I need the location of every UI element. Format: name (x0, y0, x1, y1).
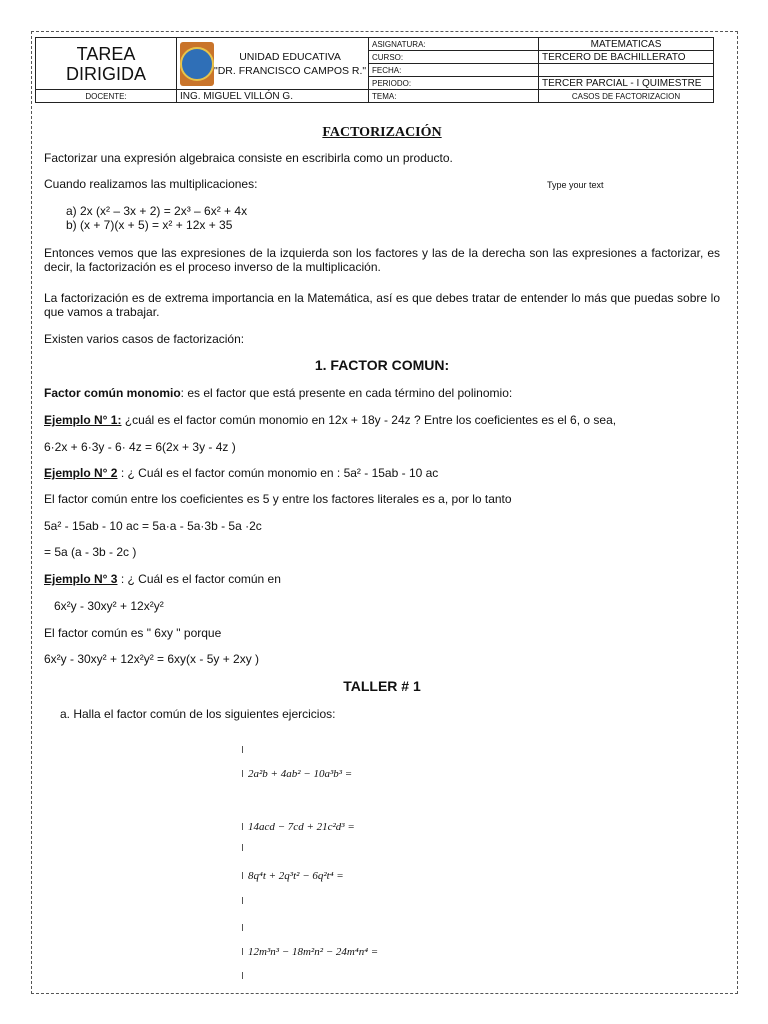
title-line-2: DIRIGIDA (65, 63, 146, 84)
example-2-calc-1: 5a² - 15ab - 10 ac = 5a·a - 5a·3b - 5a ·2c (44, 519, 262, 533)
example-1-calc: 6·2x + 6·3y - 6· 4z = 6(2x + 3y - 4z ) (44, 440, 236, 454)
paragraph-importance: La factorización es de extrema importancia en la Matemática, así es que debes tratar de entender lo más que puedas sobre lo que vamos a trabajar. (44, 291, 720, 319)
example-1-label: Ejemplo N° 1: (44, 413, 122, 427)
label-docente: DOCENTE: (36, 90, 177, 103)
label-asignatura: ASIGNATURA: (369, 38, 539, 51)
example-b: b) (x + 7)(x + 5) = x² + 12x + 35 (66, 218, 233, 232)
example-1 (44, 413, 616, 427)
label-periodo: PERIODO: (369, 77, 539, 90)
example-2 (44, 466, 438, 480)
value-tema: CASOS DE FACTORIZACION (539, 90, 714, 103)
exercise-4: 12m³n³ − 18m²n² − 24m⁴n⁴ = (248, 946, 379, 958)
label-fecha: FECHA: (369, 64, 539, 77)
paragraph-cases: Existen varios casos de factorización: (44, 332, 245, 346)
placeholder-type-text: Type your text (547, 180, 604, 190)
margin-tick (242, 872, 243, 879)
section-taller: TALLER # 1 (343, 678, 421, 694)
example-3-calc: 6x²y - 30xy² + 12x²y² = 6xy(x - 5y + 2xy ) (44, 652, 260, 666)
margin-tick (242, 897, 243, 904)
paragraph-definition: Factorizar una expresión algebraica consiste en escribirla como un producto. (44, 151, 453, 165)
example-3 (44, 572, 281, 586)
value-asignatura: MATEMATICAS (539, 38, 714, 51)
value-curso: TERCERO DE BACHILLERATO (539, 51, 714, 64)
document-title (36, 38, 177, 90)
definition-term: Factor común monomio (44, 386, 181, 400)
margin-tick (242, 746, 243, 753)
example-3-paragraph: El factor común es " 6xy " porque (44, 626, 222, 640)
school-name-line-1: UNIDAD EDUCATIVA (239, 50, 341, 63)
school-name-line-2: "DR. FRANCISCO CAMPOS R." (214, 64, 367, 77)
example-3-text: : ¿ Cuál es el factor común en (117, 572, 281, 586)
main-title: FACTORIZACIÓN (322, 125, 442, 140)
example-2-paragraph: El factor común entre los coeficientes es 5 y entre los factores literales es a, por lo tanto (44, 492, 512, 506)
margin-tick (242, 823, 243, 830)
page-border (31, 31, 738, 994)
header-table (35, 37, 714, 103)
definition-monomio (44, 386, 512, 400)
label-tema: TEMA: (369, 90, 539, 103)
label-curso: CURSO: (369, 51, 539, 64)
example-a: a) 2x (x² – 3x + 2) = 2x³ – 6x² + 4x (66, 204, 248, 218)
section-factor-comun: 1. FACTOR COMUN: (314, 357, 450, 373)
exercise-3: 8q⁴t + 2q³t² − 6q²t⁴ = (248, 870, 344, 882)
title-line-1: TAREA (76, 43, 136, 64)
margin-tick (242, 844, 243, 851)
paragraph-multiplications: Cuando realizamos las multiplicaciones: (44, 177, 258, 191)
taller-instruction: a. Halla el factor común de los siguientes ejercicios: (60, 707, 336, 721)
school-seal-logo (180, 42, 214, 86)
paragraph-factors: Entonces vemos que las expresiones de la izquierda son los factores y las de la derecha son las expresiones a factorizar, es decir, la factorización es el proceso inverso de la multiplicación. (44, 246, 720, 274)
definition-text: : es el factor que está presente en cada término del polinomio: (180, 386, 513, 400)
example-1-text: ¿cuál es el factor común monomio en 12x + 18y - 24z ? Entre los coeficientes es el 6, o sea, (121, 413, 617, 427)
exercise-1: 2a²b + 4ab² − 10a³b³ = (248, 768, 353, 780)
margin-tick (242, 924, 243, 931)
example-3-expression: 6x²y - 30xy² + 12x²y² (54, 599, 164, 613)
exercise-2: 14acd − 7cd + 21c²d³ = (248, 821, 355, 833)
example-3-label: Ejemplo N° 3 (44, 572, 118, 586)
school-cell (177, 38, 369, 90)
margin-tick (242, 948, 243, 955)
example-2-text: : ¿ Cuál es el factor común monomio en : 5a² - 15ab - 10 ac (117, 466, 439, 480)
value-periodo: TERCER PARCIAL - I QUIMESTRE (539, 77, 714, 90)
margin-tick (242, 972, 243, 979)
example-2-calc-2: = 5a (a - 3b - 2c ) (44, 545, 137, 559)
example-2-label: Ejemplo N° 2 (44, 466, 118, 480)
value-docente: ING. MIGUEL VILLÓN G. (177, 90, 369, 103)
margin-tick (242, 770, 243, 777)
value-fecha (539, 64, 714, 77)
